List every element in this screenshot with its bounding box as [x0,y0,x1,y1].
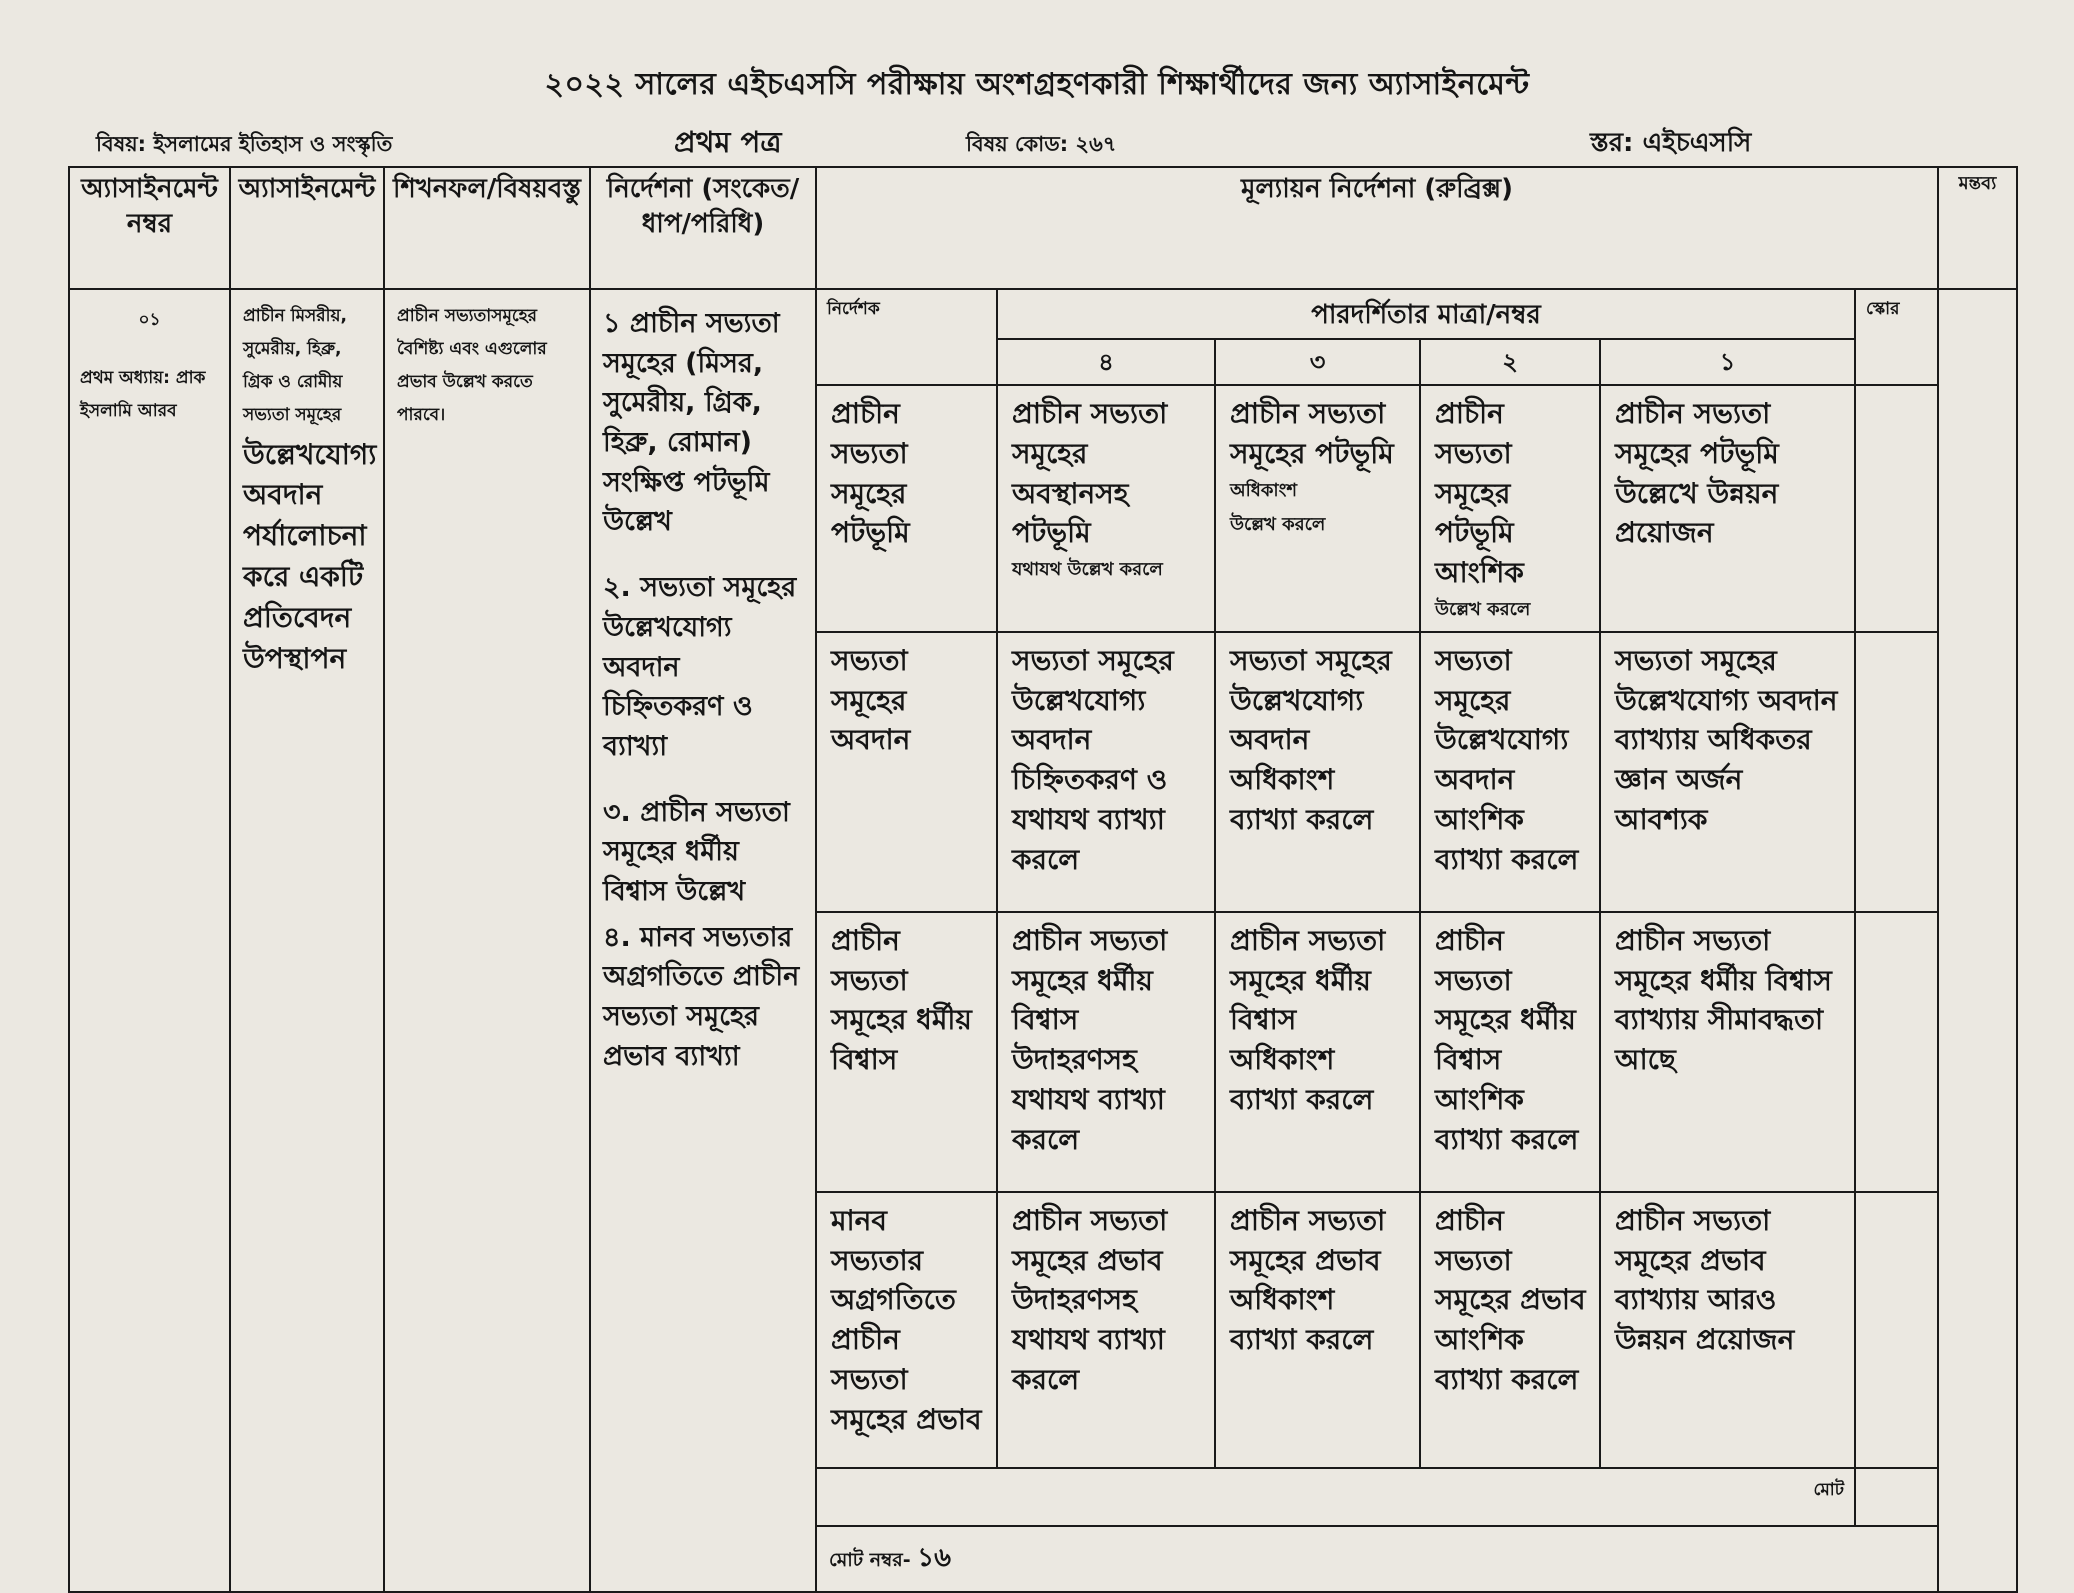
rubric-indicator: সভ্যতা সমূহের অবদান [817,632,997,912]
rubric-row [817,1192,1939,1468]
rubric-level-3-text: প্রাচীন সভ্যতা সমূহের প্রভাব অধিকাংশ ব্যাখ্যা করলে [1215,1192,1420,1468]
header-assignment-no: অ্যাসাইনমেন্ট নম্বর [69,167,230,289]
header-remarks: মন্তব্য [1938,167,2017,289]
rubric-level-3-text [1215,385,1420,632]
page-title: ২০২২ সালের এইচএসসি পরীক্ষায় অংশগ্রহণকারী শিক্ষার্থীদের জন্য অ্যাসাইনমেন্ট [544,67,1530,102]
header-assignment: অ্যাসাইনমেন্ট [230,167,384,289]
instruction-step: ১ প্রাচীন সভ্যতা সমূহের (মিসর, সুমেরীয়, গ্রিক, হিব্রু, রোমান) সংক্ষিপ্ত পটভূমি উল্লেখ [603,308,780,538]
assignment-table [68,166,2018,1593]
assignment-number-cell [69,289,230,1592]
rubric-level-2: ২ [1420,339,1600,385]
remarks-cell [1938,289,2017,1592]
rubric-level-1-text: প্রাচীন সভ্যতা সমূহের ধর্মীয় বিশ্বাস ব্যাখ্যায় সীমাবদ্ধতা আছে [1600,912,1855,1192]
assignment-text-small: প্রাচীন মিসরীয়, সুমেরীয়, হিব্রু, গ্রিক ও রোমীয় সভ্যতা সমূহের [243,306,347,426]
rubric-level-1-text: প্রাচীন সভ্যতা সমূহের প্রভাব ব্যাখ্যায় আরও উন্নয়ন প্রয়োজন [1600,1192,1855,1468]
chapter-label: প্রথম অধ্যায়: প্রাক ইসলামি আরব [80,368,206,421]
rubric-cell [816,289,1938,1592]
rubric-score-cell [1855,912,1939,1192]
rubric-level-4-text: প্রাচীন সভ্যতা সমূহের ধর্মীয় বিশ্বাস উদাহরণসহ যথাযথ ব্যাখ্যা করলে [997,912,1215,1192]
rubric-level-2-text [1420,385,1600,632]
rubric-level-2-text: সভ্যতা সমূহের উল্লেখযোগ্য অবদান আংশিক ব্যাখ্যা করলে [1420,632,1600,912]
rubric-total-label: মোট [817,1468,1855,1526]
subject-code-label: বিষয় কোড: ২৬৭ [966,132,1117,156]
instruction-step: ৪. মানব সভ্যতার অগ্রগতিতে প্রাচীন সভ্যতা সমূহের প্রভাব ব্যাখ্যা [603,921,800,1072]
total-marks-value: ১৬ [917,1542,952,1573]
rubric-level-2-text: প্রাচীন সভ্যতা সমূহের ধর্মীয় বিশ্বাস আংশিক ব্যাখ্যা করলে [1420,912,1600,1192]
rubric-marks-row [817,1526,1939,1591]
rubric-level-1-text: সভ্যতা সমূহের উল্লেখযোগ্য অবদান ব্যাখ্যায় অধিকতর জ্ঞান অর্জন আবশ্যক [1600,632,1855,912]
rubric-text: প্রাচীন সভ্যতা সমূহের পটভূমি [1230,397,1394,470]
rubric-text: প্রাচীন সভ্যতা সমূহের পটভূমি আংশিক [1435,397,1524,589]
rubric-note: উল্লেখ করলে [1230,513,1326,535]
level-label: স্তর: এইচএসসি [1590,128,1752,158]
rubric-total-row [817,1468,1939,1526]
rubric-row [817,385,1939,632]
rubric-note: উল্লেখ করলে [1435,598,1531,620]
rubric-performance-header: পারদর্শিতার মাত্রা/নম্বর [997,290,1855,339]
learning-outcome-cell: প্রাচীন সভ্যতাসমূহের বৈশিষ্ট্য এবং এগুলোর প্রভাব উল্লেখ করতে পারবে। [384,289,590,1592]
header-instructions: নির্দেশনা (সংকেত/ধাপ/পরিধি) [590,167,816,289]
rubric-indicator-header: নির্দেশক [817,290,997,385]
rubric-row [817,912,1939,1192]
assignment-number: ০১ [138,310,161,330]
paper-label: প্রথম পত্র [674,125,782,159]
rubric-score-cell [1855,385,1939,632]
header-learning-outcome: শিখনফল/বিষয়বস্তু [384,167,590,289]
rubric-indicator: প্রাচীন সভ্যতা সমূহের ধর্মীয় বিশ্বাস [817,912,997,1192]
rubric-level-3: ৩ [1215,339,1420,385]
rubric-note: যথাযথ উল্লেখ করলে [1012,559,1163,580]
rubric-level-3-text: সভ্যতা সমূহের উল্লেখযোগ্য অবদান অধিকাংশ ব্যাখ্যা করলে [1215,632,1420,912]
assignment-text-big: উল্লেখযোগ্য অবদান পর্যালোচনা করে একটি প্রতিবেদন উপস্থাপন [243,437,377,675]
subject-label: বিষয়: ইসলামের ইতিহাস ও সংস্কৃতি [96,132,393,156]
rubric-note: অধিকাংশ [1230,479,1298,501]
instruction-step: ৩. প্রাচীন সভ্যতা সমূহের ধর্মীয় বিশ্বাস উল্লেখ [603,796,790,907]
rubric-level-1-text: প্রাচীন সভ্যতা সমূহের পটভূমি উল্লেখে উন্নয়ন প্রয়োজন [1600,385,1855,632]
rubric-total-marks [817,1526,1939,1591]
rubric-text: প্রাচীন সভ্যতা সমূহের অবস্থানসহ পটভূমি [1012,397,1168,550]
total-marks-label: মোট নম্বর- [829,1548,911,1571]
rubric-total-score-cell [1855,1468,1939,1526]
rubric-level-2-text: প্রাচীন সভ্যতা সমূহের প্রভাব আংশিক ব্যাখ্যা করলে [1420,1192,1600,1468]
instruction-step: ২. সভ্যতা সমূহের উল্লেখযোগ্য অবদান চিহ্নিতকরণ ও ব্যাখ্যা [603,572,797,762]
rubric-level-4-text [997,385,1215,632]
rubric-score-cell [1855,632,1939,912]
rubric-level-3-text: প্রাচীন সভ্যতা সমূহের ধর্মীয় বিশ্বাস অধিকাংশ ব্যাখ্যা করলে [1215,912,1420,1192]
rubric-level-4: ৪ [997,339,1215,385]
rubric-table [817,290,1939,1591]
instructions-cell [590,289,816,1592]
rubric-indicator: মানব সভ্যতার অগ্রগতিতে প্রাচীন সভ্যতা সমূহের প্রভাব [817,1192,997,1468]
rubric-level-4-text: সভ্যতা সমূহের উল্লেখযোগ্য অবদান চিহ্নিতকরণ ও যথাযথ ব্যাখ্যা করলে [997,632,1215,912]
header-evaluation: মূল্যায়ন নির্দেশনা (রুব্রিক্স) [816,167,1938,289]
rubric-score-cell [1855,1192,1939,1468]
rubric-indicator: প্রাচীন সভ্যতা সমূহের পটভূমি [817,385,997,632]
rubric-score-header: স্কোর [1855,290,1939,385]
rubric-level-1: ১ [1600,339,1855,385]
rubric-row [817,632,1939,912]
rubric-level-4-text: প্রাচীন সভ্যতা সমূহের প্রভাব উদাহরণসহ যথাযথ ব্যাখ্যা করলে [997,1192,1215,1468]
assignment-cell [230,289,384,1592]
